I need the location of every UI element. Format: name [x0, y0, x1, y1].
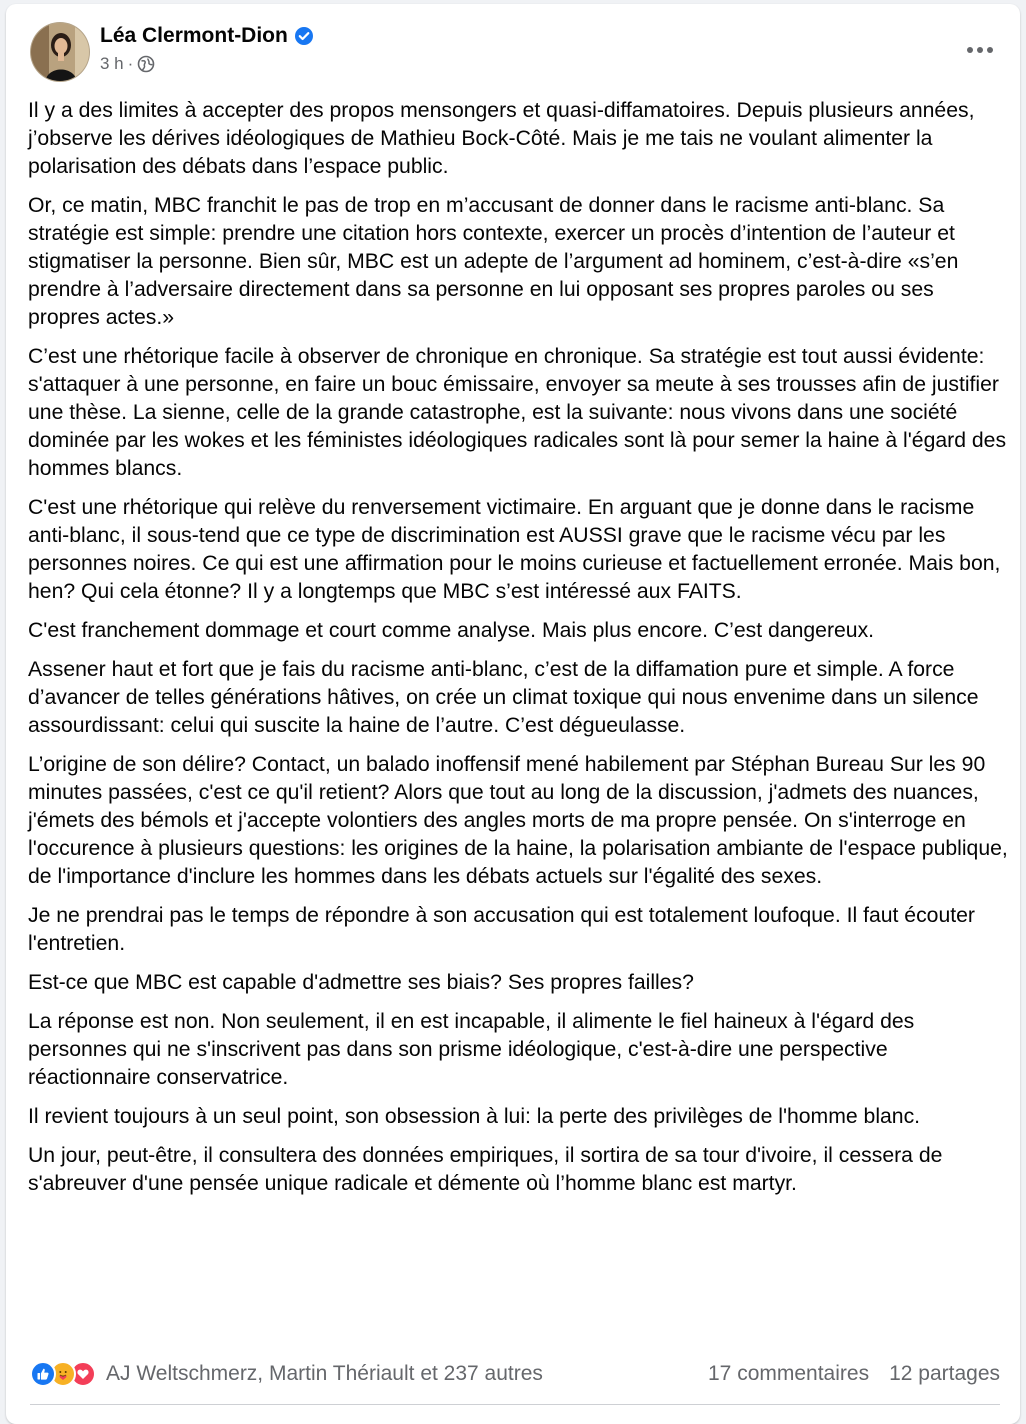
post-paragraph: Est-ce que MBC est capable d'admettre ses biais? Ses propres failles?	[28, 971, 694, 994]
post-paragraph: C’est une rhétorique facile à observer de chronique en chronique. Sa stratégie est tout aussi évidente: s'attaquer à une personne, en faire un bouc émissaire, envoyer sa meute à ses trousses afin de justifier une thèse. La sienne, celle de la grande catastrophe, est la suivante: nous vivons dans une société dominée par les wokes et les féministes idéologiques radicales sont là pour semer la haine à l'égard des hommes blancs.	[28, 345, 1007, 480]
post-paragraph: La réponse est non. Non seulement, il en est incapable, il alimente le fiel haineux à l'égard des personnes qui ne s'inscrivent pas dans son prisme idéologique, c'est-à-dire une perspective réactionnaire conservatrice.	[28, 1010, 915, 1089]
author-name-row	[100, 24, 314, 48]
reaction-icons[interactable]	[30, 1361, 543, 1387]
more-options-button[interactable]	[960, 30, 1000, 70]
post-paragraph: Or, ce matin, MBC franchit le pas de trop en m’accusant de donner dans le racisme anti-blanc. Sa stratégie est simple: prendre une citation hors contexte, exercer un procès d’intention de l’auteur et stigmatiser la personne. Bien sûr, MBC est un adepte de l’argument ad hominem, c’est-à-dire «s’en prendre à l’adversaire directement dans sa personne en lui opposant ses propres paroles ou ses propres actes.»	[28, 194, 959, 329]
post-header	[6, 4, 1020, 92]
post-paragraph: Il revient toujours à un seul point, son obsession à lui: la perte des privilèges de l'homme blanc.	[28, 1105, 921, 1128]
comments-count-link[interactable]: 17 commentaires	[708, 1362, 870, 1385]
post-paragraph: L’origine de son délire? Contact, un balado inoffensif mené habilement par Stéphan Bureau Sur les 90 minutes passées, c'est ce qu'il retient? Alors que tout au long de la discussion, j'admets des nuances, j'émets des bémols et j'accepte volontiers des angles morts de ma propre pensée. On s'interroge en l'occurence à plusieurs questions: les origines de la haine, la polarisation ambiante de l'espace publique, de l'importance d'inclure les hommes dans les débats actuels sur l'égalité des sexes.	[28, 753, 1008, 888]
post-paragraph: Un jour, peut-être, il consultera des données empiriques, il sortira de sa tour d'ivoire, il cessera de s'abreuver d'une pensée unique radicale et démente où l’homme blanc est martyr.	[28, 1144, 943, 1195]
globe-icon[interactable]	[137, 55, 155, 73]
footer-divider	[30, 1404, 1000, 1405]
post-paragraph: Je ne prendrai pas le temps de répondre à son accusation qui est totalement loufoque. Il faut écouter l'entretien.	[28, 904, 975, 955]
like-icon	[30, 1361, 56, 1387]
verified-badge-icon	[294, 26, 314, 46]
meta-separator: ·	[127, 54, 134, 73]
post-paragraph: Assener haut et fort que je fais du racisme anti-blanc, c’est de la diffamation pure et simple. A force d’avancer de telles générations hâtives, on crée un climat toxique qui nous envenime dans un silence assourdissant: celui qui suscite la haine de l’autre. C’est dégueulasse.	[28, 658, 979, 737]
avatar-photo	[31, 23, 90, 82]
author-name[interactable]: Léa Clermont-Dion	[100, 24, 288, 47]
reaction-names[interactable]: AJ Weltschmerz, Martin Thériault et 237 autres	[106, 1362, 543, 1385]
shares-count-link[interactable]: 12 partages	[889, 1362, 1000, 1385]
post-card	[6, 4, 1020, 1424]
post-paragraph: C'est franchement dommage et court comme analyse. Mais plus encore. C’est dangereux.	[28, 619, 875, 642]
post-paragraph: C'est une rhétorique qui relève du renversement victimaire. En arguant que je donne dans le racisme anti-blanc, il sous-tend que ce type de discrimination est AUSSI grave que le racisme vécu par les personnes noires. Ce qui est une affirmation pour le moins curieuse et factuellement erronée. Mais bon, hen? Qui cela étonne? Il y a longtemps que MBC s’est intéressé aux FAITS.	[28, 496, 1001, 603]
post-text	[28, 97, 1010, 1209]
post-paragraph: Il y a des limites à accepter des propos mensongers et quasi-diffamatoires. Depuis plusieurs années, j’observe les dérives idéologiques de Mathieu Bock-Côté. Mais je me tais ne voulant alimenter la polarisation des débats dans l’espace public.	[28, 99, 975, 178]
author-avatar[interactable]	[30, 22, 90, 82]
engagement-counts	[708, 1362, 1000, 1386]
more-horizontal-icon	[966, 46, 994, 54]
post-footer	[30, 1355, 1000, 1393]
post-meta	[100, 54, 155, 74]
post-timestamp[interactable]: 3 h	[100, 54, 124, 73]
